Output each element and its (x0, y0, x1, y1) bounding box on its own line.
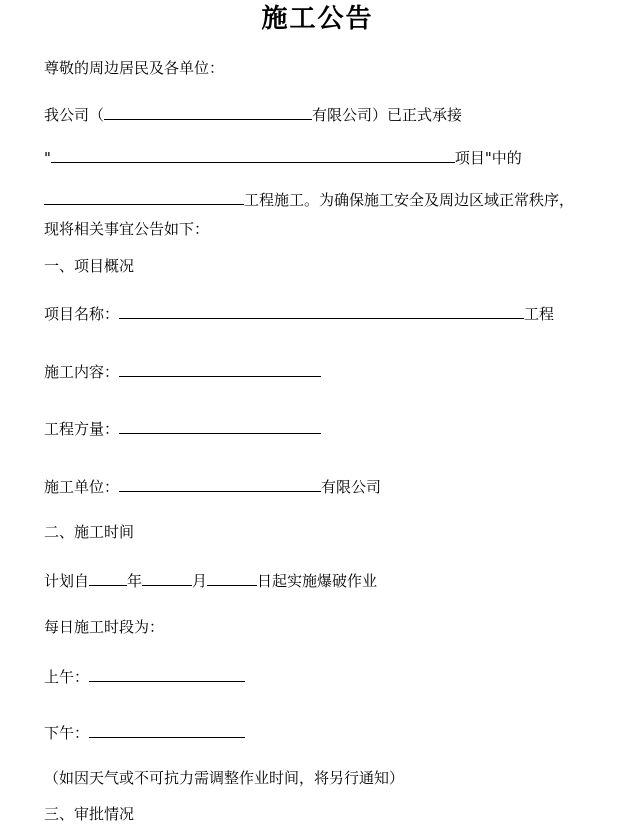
year-label: 年 (127, 572, 143, 590)
para-work (44, 189, 574, 210)
day-text: 日起实施爆破作业 (257, 572, 378, 590)
quantity-row (44, 418, 321, 439)
unit-label: 施工单位： (44, 478, 120, 496)
work-type-blank[interactable] (44, 189, 244, 205)
para-project (44, 147, 522, 168)
month-blank[interactable] (142, 570, 192, 586)
morning-blank[interactable] (89, 666, 245, 682)
afternoon-label: 下午： (44, 724, 90, 742)
content-blank[interactable] (119, 361, 321, 377)
morning-label: 上午： (44, 668, 90, 686)
afternoon-row (44, 722, 245, 743)
project-name-blank[interactable] (119, 303, 524, 319)
salutation: 尊敬的周边居民及各单位： (44, 59, 225, 77)
section1-heading: 一、项目概况 (44, 257, 135, 275)
para-announce: 现将相关事宜公告如下： (44, 220, 210, 238)
daily-period: 每日施工时段为： (44, 618, 165, 636)
para-project-quote: " (44, 149, 51, 167)
section2-heading: 二、施工时间 (44, 523, 135, 541)
content-label: 施工内容： (44, 363, 120, 381)
schedule-note: （如因天气或不可抗力需调整作业时间，将另行通知） (44, 769, 405, 787)
project-name-row (44, 303, 554, 324)
page-title: 施工公告 (261, 4, 374, 34)
year-blank[interactable] (89, 570, 127, 586)
project-name-label: 项目名称： (44, 305, 120, 323)
para-company-prefix: 我公司（ (44, 106, 105, 124)
plan-row (44, 570, 377, 591)
para-work-text: 工程施工。为确保施工安全及周边区域正常秩序， (244, 191, 575, 209)
afternoon-blank[interactable] (89, 722, 245, 738)
plan-prefix: 计划自 (44, 572, 90, 590)
unit-blank[interactable] (119, 476, 321, 492)
company-name-blank[interactable] (104, 104, 312, 120)
unit-suffix: 有限公司 (321, 478, 382, 496)
section3-heading: 三、审批情况 (44, 805, 135, 823)
month-label: 月 (192, 572, 208, 590)
content-row (44, 361, 321, 382)
para-project-suffix: 项目"中的 (454, 149, 522, 167)
day-blank[interactable] (207, 570, 257, 586)
quantity-blank[interactable] (119, 418, 321, 434)
project-name-suffix: 工程 (524, 305, 555, 323)
project-title-blank[interactable] (51, 147, 455, 163)
unit-row (44, 476, 381, 497)
quantity-label: 工程方量： (44, 420, 120, 438)
para-company (44, 104, 462, 125)
morning-row (44, 666, 245, 687)
para-company-suffix: 有限公司）已正式承接 (312, 106, 463, 124)
